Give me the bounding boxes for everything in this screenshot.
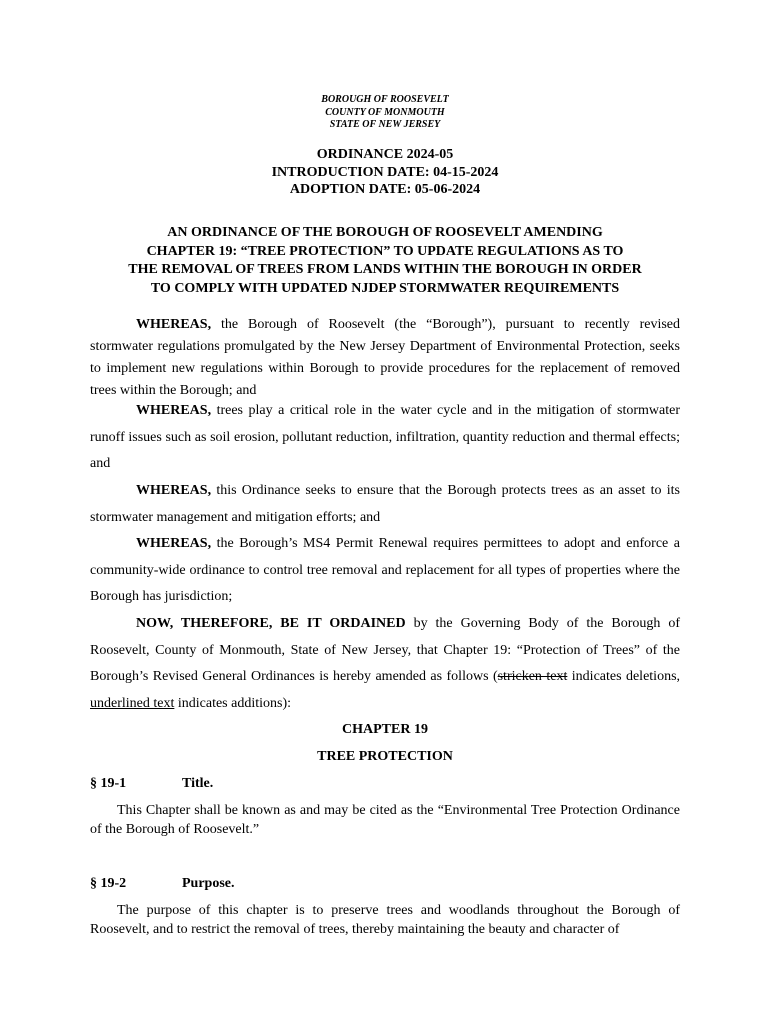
section-number: § 19-1 <box>90 776 127 791</box>
therefore-text: by the Governing Body of the Borough of Roosevelt, County of Monmouth, State of New Jersey, that Chapter 19: “Protection of Trees” of the Borough’s Revised General Ordinances is hereby amended as follows ( <box>90 616 680 684</box>
header-state: STATE OF NEW JERSEY <box>329 119 441 130</box>
whereas-lead: WHEREAS, <box>136 483 212 498</box>
ordinance-info <box>0 146 770 199</box>
therefore-text: indicates deletions, <box>567 669 681 684</box>
section-heading <box>90 875 235 893</box>
whereas-lead: WHEREAS, <box>136 317 212 332</box>
stricken-text-example: stricken text <box>497 669 568 684</box>
ordinance-title-line: TO COMPLY WITH UPDATED NJDEP STORMWATER REQUIREMENTS <box>150 280 620 296</box>
ordinance-title-line: CHAPTER 19: “TREE PROTECTION” TO UPDATE REGULATIONS AS TO <box>146 243 624 259</box>
whereas-lead: WHEREAS, <box>136 536 212 551</box>
section-text: This Chapter shall be known as and may be cited as the “Environmental Tree Protection Ordinance of the Borough of Roosevelt.” <box>90 803 680 837</box>
ordinance-title <box>90 224 680 298</box>
section-number: § 19-2 <box>90 876 127 891</box>
whereas-text: trees play a critical role in the water cycle and in the mitigation of stormwater runoff issues such as soil erosion, pollutant reduction, infiltration, quantity reduction and thermal effects; and <box>90 403 680 471</box>
whereas-paragraph <box>90 478 680 531</box>
introduction-date: INTRODUCTION DATE: 04-15-2024 <box>271 164 499 180</box>
header-borough: BOROUGH OF ROOSEVELT <box>321 94 449 105</box>
whereas-paragraph <box>90 531 680 611</box>
ordinance-number: ORDINANCE 2024-05 <box>316 147 454 162</box>
whereas-text: this Ordinance seeks to ensure that the Borough protects trees as an asset to its stormwater management and mitigation efforts; and <box>90 483 680 525</box>
whereas-paragraph <box>90 314 680 402</box>
chapter-number: CHAPTER 19 <box>342 722 428 737</box>
chapter-name: TREE PROTECTION <box>317 749 453 764</box>
document-header <box>0 94 770 132</box>
ordinance-title-line: THE REMOVAL OF TREES FROM LANDS WITHIN THE BOROUGH IN ORDER <box>128 262 642 277</box>
adoption-date: ADOPTION DATE: 05-06-2024 <box>289 182 481 197</box>
therefore-paragraph <box>90 611 680 717</box>
therefore-text: indicates additions): <box>174 695 292 711</box>
underlined-text-example: underlined text <box>90 695 175 711</box>
header-county: COUNTY OF MONMOUTH <box>325 106 445 118</box>
whereas-paragraph <box>90 398 680 478</box>
section-title: Title. <box>182 776 214 791</box>
ordinance-title-line: AN ORDINANCE OF THE BOROUGH OF ROOSEVELT AMENDING <box>167 225 603 240</box>
whereas-text: the Borough of Roosevelt (the “Borough”), pursuant to recently revised stormwater regulations promulgated by the New Jersey Department of Environmental Protection, seeks to implement new regulations within Borough to provide procedures for the replacement of removed trees within the Borough; and <box>90 317 680 398</box>
therefore-lead: NOW, THEREFORE, BE IT ORDAINED <box>136 616 406 631</box>
section-text: The purpose of this chapter is to preserve trees and woodlands throughout the Borough of Roosevelt, and to restrict the removal of trees, thereby maintaining the beauty and character of <box>90 903 680 937</box>
section-heading <box>90 775 213 793</box>
section-title: Purpose. <box>182 876 235 891</box>
whereas-text: the Borough’s MS4 Permit Renewal requires permittees to adopt and enforce a community-wide ordinance to control tree removal and replacement for all types of properties where the Borough has jurisdiction; <box>90 536 680 604</box>
whereas-lead: WHEREAS, <box>136 403 212 418</box>
